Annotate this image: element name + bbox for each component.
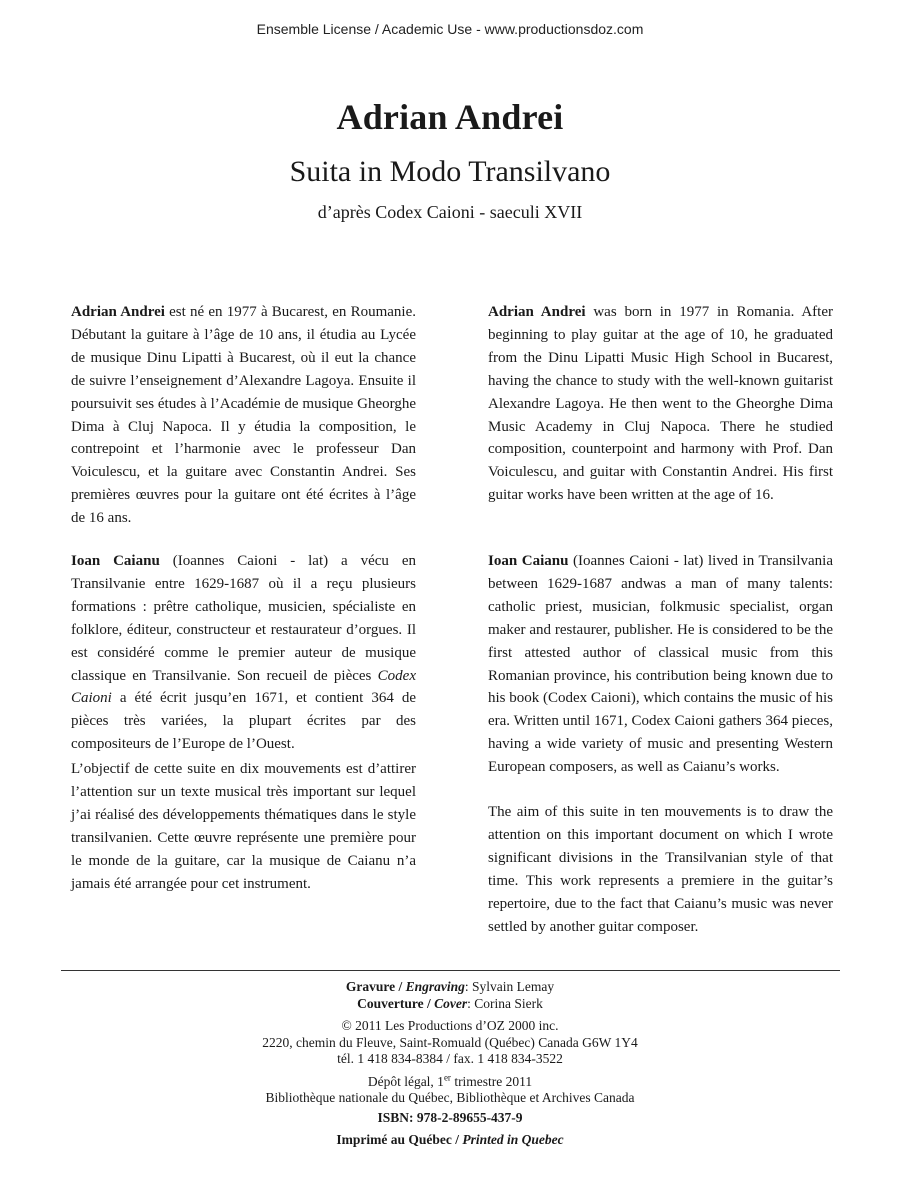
caianu-french-text-2: a été écrit jusqu’en 1671, et contient 364 de pièces très variées, la plupart écrites par des compositeurs de l’Europe de l’Ouest. — [71, 690, 416, 753]
bio-french-text: est né en 1977 à Bucarest, en Roumanie. Débutant la guitare à l’âge de 10 ans, il étudia au Lycée de musique Dinu Lipatti à Bucarest, où il eut la chance de suivre l’enseignement d’Alexandre Lagoya. Ensuite il poursuivit ses études à l’Académie de musique Gheorghe Dima à Cluj Napoca. Il y étudia la composition, le contrepoint et l’harmonie avec le professeur Dan Voiculescu, et la guitare avec Constantin Andrei. Ses premières œuvres pour la guitare ont été écrites à l’âge de 16 ans. — [71, 304, 416, 527]
legal-deposit-sup: er — [443, 1072, 451, 1082]
engraving-label-fr: Gravure — [345, 979, 396, 994]
bio-english-text: was born in 1977 in Romania. After beginning to play guitar at the age of 10, he graduated from the Dinu Lipatti Music High School in Bucarest, having the chance to study with the well-known guitarist Alexandre Lagoya. He then went to the Gheorghe Dima Music Academy in Cluj Napoca. There he studied composition, counterpoint and harmony with Prof. Dan Voiculescu, and guitar with Constantin Andrei. His first guitar works have been written at the age of 16. — [488, 304, 833, 504]
credit-cover — [0, 996, 900, 1013]
credit-engraving — [0, 979, 900, 996]
caianu-english-text: (Ioannes Caioni - lat) lived in Transilvania between 1629-1687 andwas a man of many talents: catholic priest, musician, folkmusic specialist, organ maker and restaurer, publisher. He is considered to be the first attested author of classical music from this Romanian province, his contribution being known due to his book (Codex Caioni), which contains the music of his era. Written until 1671, Codex Caioni gathers 364 pieces, having a wide variety of music and presenting Western European composers, as well as Caianu’s works. — [488, 553, 833, 776]
caianu-english — [488, 550, 833, 779]
printed-fr: Imprimé au Québec — [336, 1132, 452, 1147]
copyright: © 2011 Les Productions d’OZ 2000 inc. — [341, 1018, 559, 1033]
bio-french-paragraph — [71, 301, 416, 530]
aim-english-paragraph: The aim of this suite in ten mouvements is to draw the attention on this important document on which I wrote significant divisions in the Transilvanian style of that time. This work represents a premiere in the guitar’s repertoire, due to the fact that Caianu’s music was never settled by another guitar composer. — [488, 804, 833, 935]
engraving-label-en: Engraving — [405, 979, 465, 994]
bio-english-paragraph — [488, 301, 833, 507]
footer-divider — [61, 970, 840, 971]
isbn: ISBN: 978-2-89655-437-9 — [377, 1109, 523, 1125]
cover-name: : Corina Sierk — [467, 995, 543, 1011]
bio-french-name: Adrian Andrei — [71, 304, 165, 320]
bio-english-name: Adrian Andrei — [488, 304, 586, 320]
printed-en: Printed in Quebec — [462, 1132, 564, 1147]
printed-sep: / — [451, 1132, 463, 1147]
work-subtitle: d’après Codex Caioni - saeculi XVII — [317, 202, 583, 222]
caianu-french-paragraph — [71, 550, 416, 756]
engraving-name: : Sylvain Lemay — [464, 979, 555, 994]
cover-label-en: Cover — [434, 995, 468, 1011]
aim-french — [71, 758, 416, 895]
legal-deposit-suffix: trimestre 2011 — [450, 1073, 533, 1089]
caianu-french — [71, 550, 416, 756]
caianu-french-text-1: (Ioannes Caioni - lat) a vécu en Transilvanie entre 1629-1687 où il a reçu plusieurs formations : prêtre catholique, musicien, spécialiste en folklore, éditeur, constructeur et restaurateur d’orgues. Il est considéré comme le premier auteur de musique classique en Transilvanie. Son recueil de pièces — [71, 553, 416, 684]
bio-english — [488, 301, 833, 507]
cover-sep: / — [423, 995, 435, 1011]
codex-caioni-title: Codex Caioni — [71, 667, 416, 707]
aim-english — [488, 801, 833, 938]
caianu-french-name: Ioan Caianu — [71, 553, 160, 569]
cover-label-fr: Couverture — [357, 995, 424, 1011]
bio-french — [71, 301, 416, 530]
caianu-english-name: Ioan Caianu — [488, 553, 569, 569]
engraving-sep: / — [395, 979, 406, 994]
composer-name: Adrian Andrei — [336, 97, 564, 137]
publisher-address: 2220, chemin du Fleuve, Saint-Romuald (Québec) Canada G6W 1Y4 — [262, 1034, 638, 1050]
work-title: Suita in Modo Transilvano — [289, 155, 611, 188]
legal-deposit — [0, 1074, 900, 1091]
libraries: Bibliothèque nationale du Québec, Bibliothèque et Archives Canada — [265, 1090, 635, 1105]
caianu-english-paragraph — [488, 550, 833, 779]
publisher-phone: tél. 1 418 834-8384 / fax. 1 418 834-3522 — [337, 1051, 563, 1066]
legal-deposit-prefix: Dépôt légal, 1 — [367, 1073, 444, 1089]
aim-french-paragraph: L’objectif de cette suite en dix mouvements est d’attirer l’attention sur un texte musical très important sur lequel j’ai réalisé des développements thématiques dans le style transilvanien. Cette œuvre représente une première pour le monde de la guitare, car la musique de Caianu n’a jamais été arrangée pour cet instrument. — [71, 761, 416, 892]
printed-in — [0, 1132, 900, 1149]
license-header: Ensemble License / Academic Use - www.productionsdoz.com — [256, 21, 644, 37]
credits-block — [0, 979, 900, 1149]
